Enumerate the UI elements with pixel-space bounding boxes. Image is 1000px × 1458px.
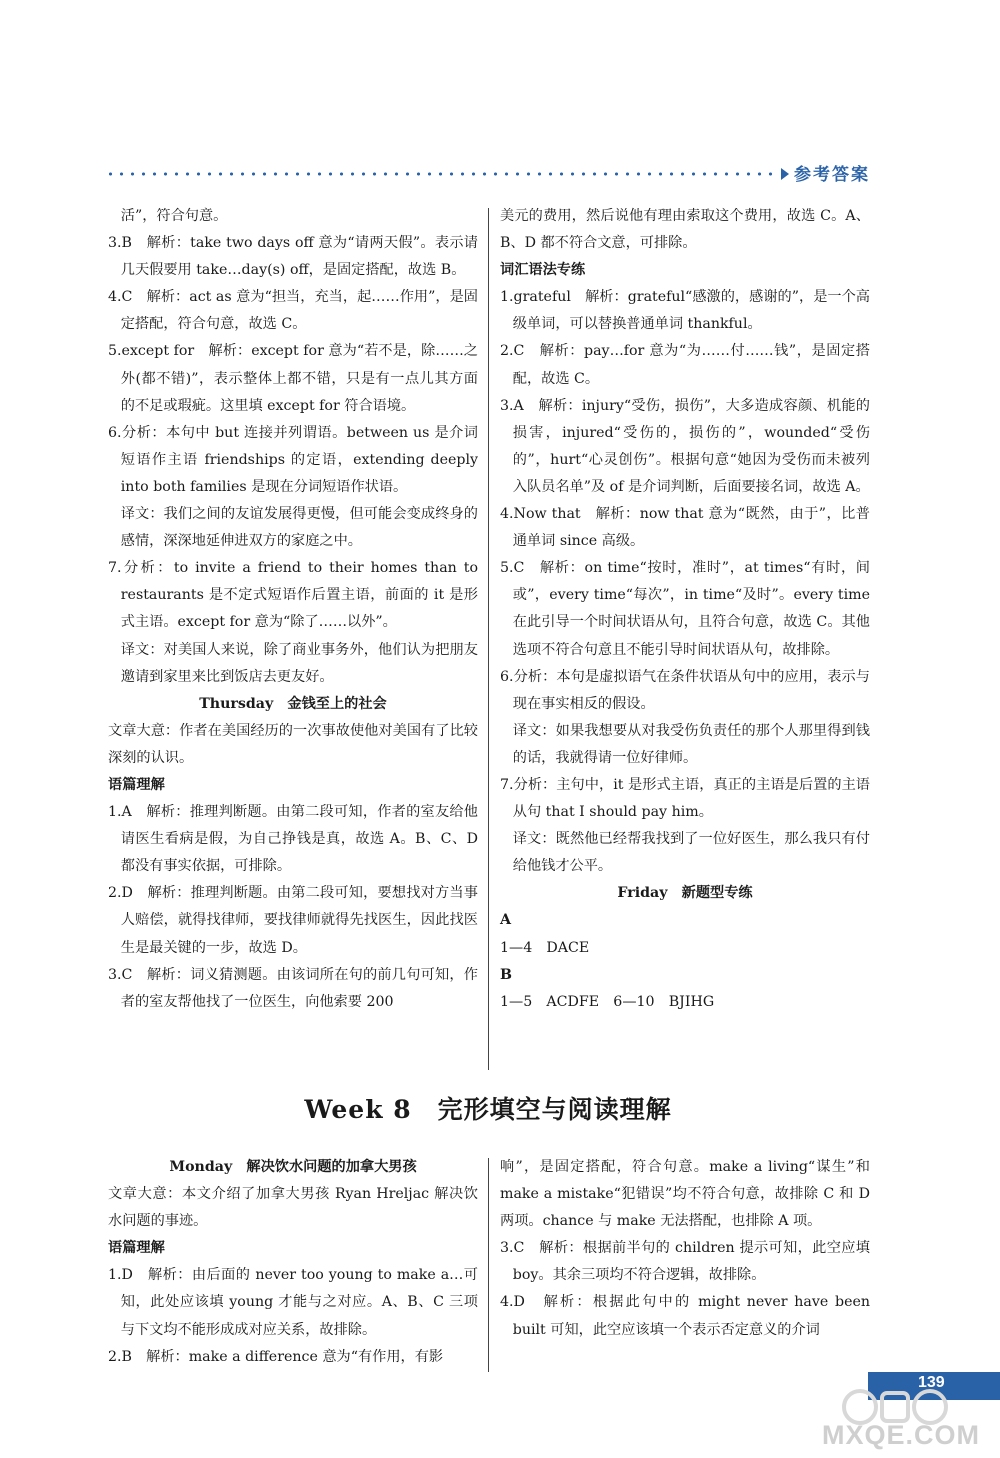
arrow-icon (781, 168, 789, 180)
paragraph: 文章大意：本文介绍了加拿大男孩 Ryan Hreljac 解决饮水问题的事迹。 (108, 1186, 478, 1230)
paragraph: 3.A 解析：injury“受伤，损伤”，大多造成容颜、机能的损害，injured“受伤的，损伤的”，wounded“受伤的”，hurt“心灵创伤”。根据句意“她因为受伤而未被列入队员名单”及 of 是介词判断，后面要接名词，故选 A。 (500, 397, 870, 495)
paragraph: Friday 新题型专练 (617, 885, 753, 902)
paragraph: 语篇理解 (108, 776, 165, 793)
paragraph: 5.C 解析：on time“按时，准时”，at times“有时，间或”，every time“每次”，in time“及时”。every time 在此引导一个时间状语从句，且符合句意，故选 C。其他选项不符合句意且不能引导时间状语从句，故排除。 (500, 560, 870, 658)
paragraph: 2.D 解析：推理判断题。由第二段可知，要想找对方当事人赔偿，就得找律师，要找律师就得先找医生，因此找医生是最关键的一步，故选 D。 (108, 885, 478, 956)
paragraph: Monday 解决饮水问题的加拿大男孩 (169, 1159, 417, 1175)
paragraph: 译文：对美国人来说，除了商业事务外，他们认为把朋友邀请到家里来比到饭店去更友好。 (120, 641, 478, 685)
paragraph: 1—4 DACE (500, 939, 590, 956)
paragraph: 译文：既然他已经帮我找到了一位好医生，那么我只有付给他钱才公平。 (512, 831, 870, 875)
paragraph: 5.except for 解析：except for 意为“若不是，除……之外(都不错)”，表示整体上都不错，只是有一点儿其方面的不足或瑕疵。这里填 except for 符合语境。 (108, 343, 478, 414)
paragraph: 美元的费用，然后说他有理由索取这个费用，故选 C。A、B、D 都不符合文意，可排除。 (500, 208, 870, 252)
paragraph: 1—5 ACDFE 6—10 BJIHG (500, 993, 715, 1010)
paragraph: 7.分析：to invite a friend to their homes than to restaurants 是不定式短语作后置主语，前面的 it 是形式主语。except for 意为“除了……以外”。 (108, 560, 478, 631)
watermark-text: MXQE.COM (822, 1420, 981, 1450)
column-divider (488, 1158, 489, 1372)
paragraph: 4.D 解析：根据此句中的 might never have been built 可知，此空应该填一个表示否定意义的介词 (500, 1294, 870, 1338)
paragraph: 文章大意：作者在美国经历的一次事故使他对美国有了比较深刻的认识。 (108, 722, 478, 766)
right-column-bottom (500, 1154, 870, 1344)
paragraph: 1.grateful 解析：grateful“感激的，感谢的”，是一个高级单词，可以替换普通单词 thankful。 (500, 289, 870, 333)
paragraph: 译文：我们之间的友谊发展得更慢，但可能会变成终身的感情，深深地延伸进双方的家庭之中。 (120, 506, 478, 550)
paragraph: 4.Now that 解析：now that 意为“既然，由于”，比普通单词 since 高级。 (500, 506, 870, 550)
paragraph: 3.B 解析：take two days off 意为“请两天假”。表示请几天假要用 take…day(s) off，是固定搭配，故选 B。 (108, 235, 478, 279)
right-column-top (500, 203, 870, 1016)
paragraph: 6.分析：本句中 but 连接并列谓语。between us 是介词短语作主语 friendships 的定语，extending deeply into both families 是现在分词短语作状语。 (108, 424, 478, 495)
left-column-bottom (108, 1154, 478, 1371)
dotted-rule (105, 172, 777, 176)
week-title: Week 8 完形填空与阅读理解 (304, 1095, 672, 1124)
paragraph: 3.C 解析：根据前半句的 children 提示可知，此空应填 boy。其余三项均不符合逻辑，故排除。 (500, 1240, 870, 1284)
section-label: 参考答案 (794, 165, 870, 185)
column-divider (488, 208, 489, 1070)
paragraph: Thursday 金钱至上的社会 (199, 695, 387, 712)
paragraph: 活”，符合句意。 (120, 208, 228, 224)
paragraph: 译文：如果我想要从对我受伤负责任的那个人那里得到钱的话，我就得请一位好律师。 (512, 722, 870, 766)
paragraph: A (500, 912, 512, 929)
paragraph: 2.B 解析：make a difference 意为“有作用，有影 (108, 1348, 444, 1365)
paragraph: B (500, 966, 512, 983)
paragraph: 响”，是固定搭配，符合句意。make a living“谋生”和 make a mistake“犯错误”均不符合句意，故排除 C 和 D 两项。chance 与 make 无法搭配，也排除 A 项。 (500, 1159, 870, 1230)
paragraph: 1.D 解析：由后面的 never too young to make a…可知，此处应该填 young 才能与之对应。A、B、C 三项与下文均不能形成成对应关系，故排除。 (108, 1267, 478, 1338)
page-header (105, 160, 870, 188)
paragraph: 3.C 解析：词义猜测题。由该词所在句的前几句可知，作者的室友帮他找了一位医生，向他索要 200 (108, 966, 478, 1010)
paragraph: 语篇理解 (108, 1240, 165, 1257)
paragraph: 6.分析：本句是虚拟语气在条件状语从句中的应用，表示与现在事实相反的假设。 (500, 668, 870, 712)
paragraph: 7.分析：主句中，it 是形式主语，真正的主语是后置的主语从句 that I should pay him。 (500, 776, 870, 821)
paragraph: 词汇语法专练 (500, 262, 586, 279)
paragraph: 2.C 解析：pay…for 意为“为……付……钱”，是固定搭配，故选 C。 (500, 343, 870, 387)
page-number: 139 (918, 1374, 945, 1391)
left-column-top (108, 203, 478, 1016)
paragraph: 1.A 解析：推理判断题。由第二段可知，作者的室友给他请医生看病是假，为自己挣钱是真，故选 A。B、C、D 都没有事实依据，可排除。 (108, 804, 478, 875)
paragraph: 4.C 解析：act as 意为“担当，充当，起……作用”，是固定搭配，符合句意，故选 C。 (108, 289, 478, 333)
